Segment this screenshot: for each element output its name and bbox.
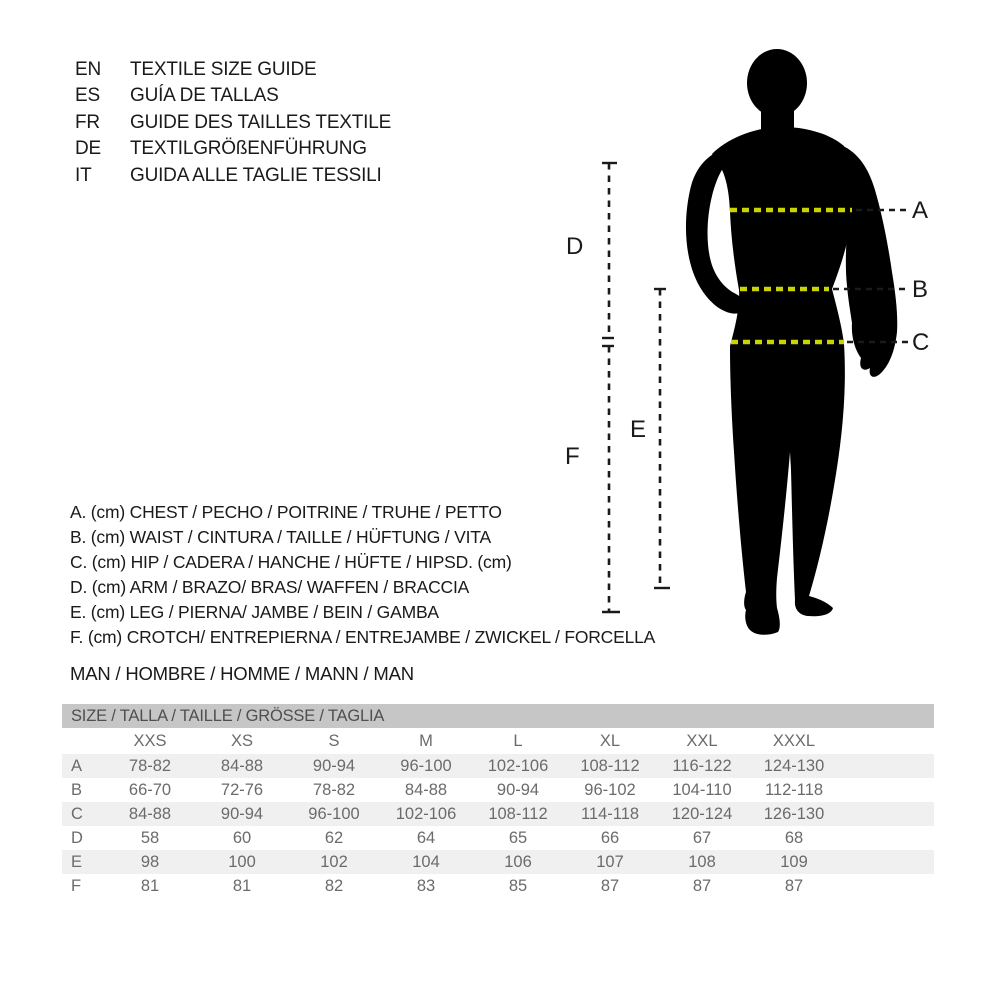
table-cell: 58	[140, 828, 160, 847]
column-header: XS	[230, 731, 253, 750]
leg-extent-line	[654, 289, 670, 588]
table-cell: 104-110	[672, 780, 732, 799]
column-header: S	[328, 731, 340, 750]
table-cell: 102	[320, 852, 348, 871]
column-header: L	[513, 731, 523, 750]
table-row	[62, 826, 934, 850]
table-cell: 64	[416, 828, 436, 847]
crotch-label: F	[565, 443, 580, 470]
column-header: XXS	[133, 731, 167, 750]
table-cell: 126-130	[763, 804, 825, 823]
table-row	[62, 850, 934, 874]
size-table	[62, 704, 934, 898]
measurement-legend	[70, 500, 655, 650]
legend-line-hip: C. (cm) HIP / CADERA / HANCHE / HÜFTE / HIPSD. (cm)	[70, 552, 512, 572]
table-cell: 87	[784, 876, 804, 895]
language-code: DE	[75, 138, 101, 160]
table-cell: 66-70	[128, 780, 172, 799]
table-cell: 108-112	[580, 756, 640, 775]
language-title: GUIDA ALLE TAGLIE TESSILI	[130, 164, 382, 186]
table-cell: 120-124	[671, 804, 733, 823]
table-cell: 72-76	[220, 780, 264, 799]
table-cell: 96-100	[308, 804, 360, 823]
table-cell: 62	[324, 828, 344, 847]
language-title: TEXTILE SIZE GUIDE	[130, 59, 317, 80]
table-cell: 66	[600, 828, 620, 847]
row-label: C	[71, 804, 83, 823]
leg-label: E	[630, 416, 647, 443]
table-cell: 87	[600, 876, 620, 895]
waist-label: B	[912, 276, 929, 303]
row-label: D	[71, 828, 83, 847]
table-cell: 83	[416, 876, 436, 895]
row-label: B	[71, 780, 83, 799]
legend-line-crotch: F. (cm) CROTCH/ ENTREPIERNA / ENTREJAMBE / ZWICKEL / FORCELLA	[70, 627, 656, 647]
table-cell: 108-112	[488, 804, 548, 823]
language-title: GUÍA DE TALLAS	[130, 85, 279, 107]
table-row	[62, 778, 934, 802]
size-table-column-headers	[62, 728, 934, 754]
table-cell: 109	[780, 852, 808, 871]
column-header: M	[419, 731, 433, 750]
table-cell: 67	[692, 828, 712, 847]
arm-label: D	[566, 233, 584, 260]
column-header: XL	[599, 731, 621, 750]
table-cell: 90-94	[496, 780, 540, 799]
language-title: TEXTILGRÖßENFÜHRUNG	[130, 138, 367, 160]
column-header: XXXL	[772, 731, 816, 750]
table-cell: 87	[692, 876, 712, 895]
table-cell: 84-88	[220, 756, 264, 775]
table-cell: 98	[140, 852, 160, 871]
table-cell: 96-100	[400, 756, 452, 775]
hip-label: C	[912, 329, 930, 356]
table-cell: 85	[508, 876, 528, 895]
table-cell: 96-102	[584, 780, 636, 799]
language-code: ES	[75, 85, 100, 107]
table-cell: 90-94	[220, 804, 264, 823]
arm-extent-line	[602, 163, 617, 338]
table-cell: 84-88	[404, 780, 448, 799]
row-label: F	[71, 876, 82, 895]
table-cell: 114-118	[580, 804, 640, 823]
table-row	[62, 802, 934, 826]
table-row	[62, 874, 934, 898]
table-cell: 65	[508, 828, 528, 847]
legend-line-arm: D. (cm) ARM / BRAZO/ BRAS/ WAFFEN / BRACCIA	[70, 577, 470, 597]
legend-line-leg: E. (cm) LEG / PIERNA/ JAMBE / BEIN / GAMBA	[70, 602, 439, 622]
table-cell: 84-88	[128, 804, 172, 823]
table-cell: 68	[784, 828, 804, 847]
language-code: EN	[75, 59, 101, 80]
size-table-title-bar: SIZE / TALLA / TAILLE / GRÖSSE / TAGLIA	[62, 704, 934, 728]
table-cell: 104	[412, 852, 440, 871]
language-code: IT	[75, 164, 92, 186]
table-cell: 112-118	[764, 780, 824, 799]
table-cell: 100	[228, 852, 256, 871]
table-cell: 81	[232, 876, 252, 895]
table-cell: 108	[688, 852, 716, 871]
language-code: FR	[75, 111, 100, 133]
language-title: GUIDE DES TAILLES TEXTILE	[130, 111, 392, 133]
column-header: XXL	[686, 731, 718, 750]
table-cell: 78-82	[128, 756, 172, 775]
table-cell: 106	[504, 852, 532, 871]
table-cell: 102-106	[395, 804, 457, 823]
table-cell: 124-130	[763, 756, 825, 775]
table-cell: 81	[140, 876, 160, 895]
gender-line: MAN / HOMBRE / HOMME / MANN / MAN	[70, 663, 414, 684]
table-row	[62, 754, 934, 778]
table-cell: 82	[324, 876, 344, 895]
chest-label: A	[912, 197, 929, 224]
table-cell: 60	[232, 828, 252, 847]
table-cell: 116-122	[672, 756, 732, 775]
table-cell: 78-82	[312, 780, 356, 799]
row-label: A	[71, 756, 83, 775]
table-cell: 107	[596, 852, 624, 871]
legend-line-waist: B. (cm) WAIST / CINTURA / TAILLE / HÜFTUNG / VITA	[70, 527, 491, 547]
legend-line-chest: A. (cm) CHEST / PECHO / POITRINE / TRUHE / PETTO	[70, 502, 502, 522]
table-cell: 90-94	[312, 756, 356, 775]
row-label: E	[71, 852, 83, 871]
table-cell: 102-106	[487, 756, 549, 775]
